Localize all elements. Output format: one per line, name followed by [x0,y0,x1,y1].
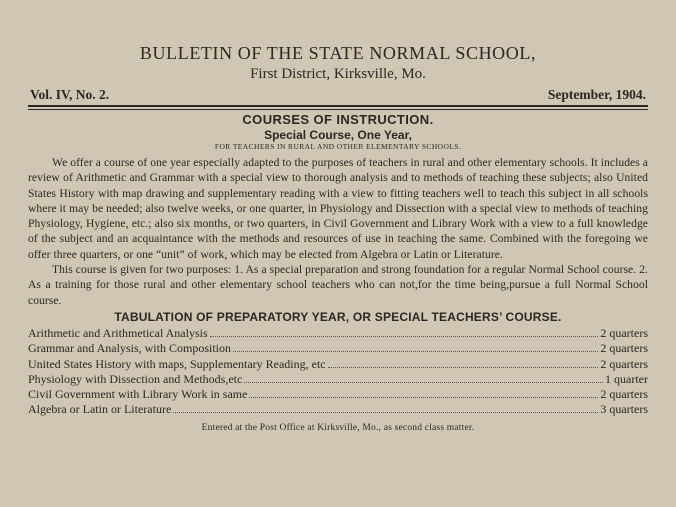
course-name: United States History with maps, Supplementary Reading, etc [28,356,326,371]
divider-thick [28,105,648,107]
tabulation-title: TABULATION OF PREPARATORY YEAR, OR SPECIAL TEACHERS’ COURSE. [114,309,562,324]
tabulation-row [28,326,648,341]
section-subtitle: FOR TEACHERS IN RURAL AND OTHER ELEMENTARY SCHOOLS. [214,142,462,151]
tabulation-row [28,372,648,387]
volume-number: Vol. IV, No. 2. [30,87,110,102]
course-purpose-paragraph: This course is given for two purposes: 1. As a special preparation and strong foundation for a regular Normal School course. 2. As a training for those rural and other elementary school teachers who can not,for the time being,pursue a full Normal School course. [28,263,648,307]
divider-thin [28,109,648,110]
course-name: Civil Government with Library Work in same [28,387,248,402]
masthead-location: First District, Kirksville, Mo. [250,66,426,82]
dot-leader [328,367,599,368]
dot-leader [173,412,598,413]
tabulation-row [28,387,648,402]
postal-notice: Entered at the Post Office at Kirksville, Mo., as second class matter. [201,422,475,433]
course-duration: 2 quarters [600,325,648,340]
course-name: Physiology with Dissection and Methods,etc [28,371,243,386]
issue-line [28,87,648,103]
course-name: Arithmetic and Arithmetical Analysis [28,325,208,340]
special-course-title: Special Course, One Year, [264,128,412,142]
course-duration: 2 quarters [600,356,648,371]
dot-leader [210,336,599,337]
course-duration: 2 quarters [600,387,648,402]
dot-leader [233,351,598,352]
course-name: Algebra or Latin or Literature [28,402,172,417]
course-name: Grammar and Analysis, with Composition [28,341,231,356]
section-title: COURSES OF INSTRUCTION. [242,112,434,127]
course-duration: 2 quarters [600,341,648,356]
tabulation-row [28,357,648,372]
masthead-title: BULLETIN OF THE STATE NORMAL SCHOOL, [139,43,537,63]
tabulation-row [28,402,648,417]
tabulation-row [28,341,648,356]
course-description-paragraph: We offer a course of one year especially adapted to the purposes of teachers in rural and other elementary schools. It includes a review of Arithmetic and Grammar with a special view to thorough analysis and to methods of teaching these subjects; also United States History with map drawing and supplementary reading with a view to fitting teachers well to teach this subject in all schools where it may be needed; also twelve weeks, or one quarter, in Physiology and Dissection with a special view to methods of teaching Physiology, Hygiene, etc.; also six months, or two quarters, in Civil Government and Library Work with a view to a full knowledge of the subject and an acquaintance with the methods and resources of use in teaching the same. Combined with the foregoing we offer three quarters, or one “unit” of work, which may be elected from Algebra or Latin or Literature. [28,156,648,261]
issue-date: September, 1904. [547,87,646,102]
course-duration: 1 quarter [605,371,648,386]
dot-leader [244,382,603,383]
dot-leader [249,397,598,398]
course-duration: 3 quarters [600,402,648,417]
tabulation-list [28,326,648,418]
